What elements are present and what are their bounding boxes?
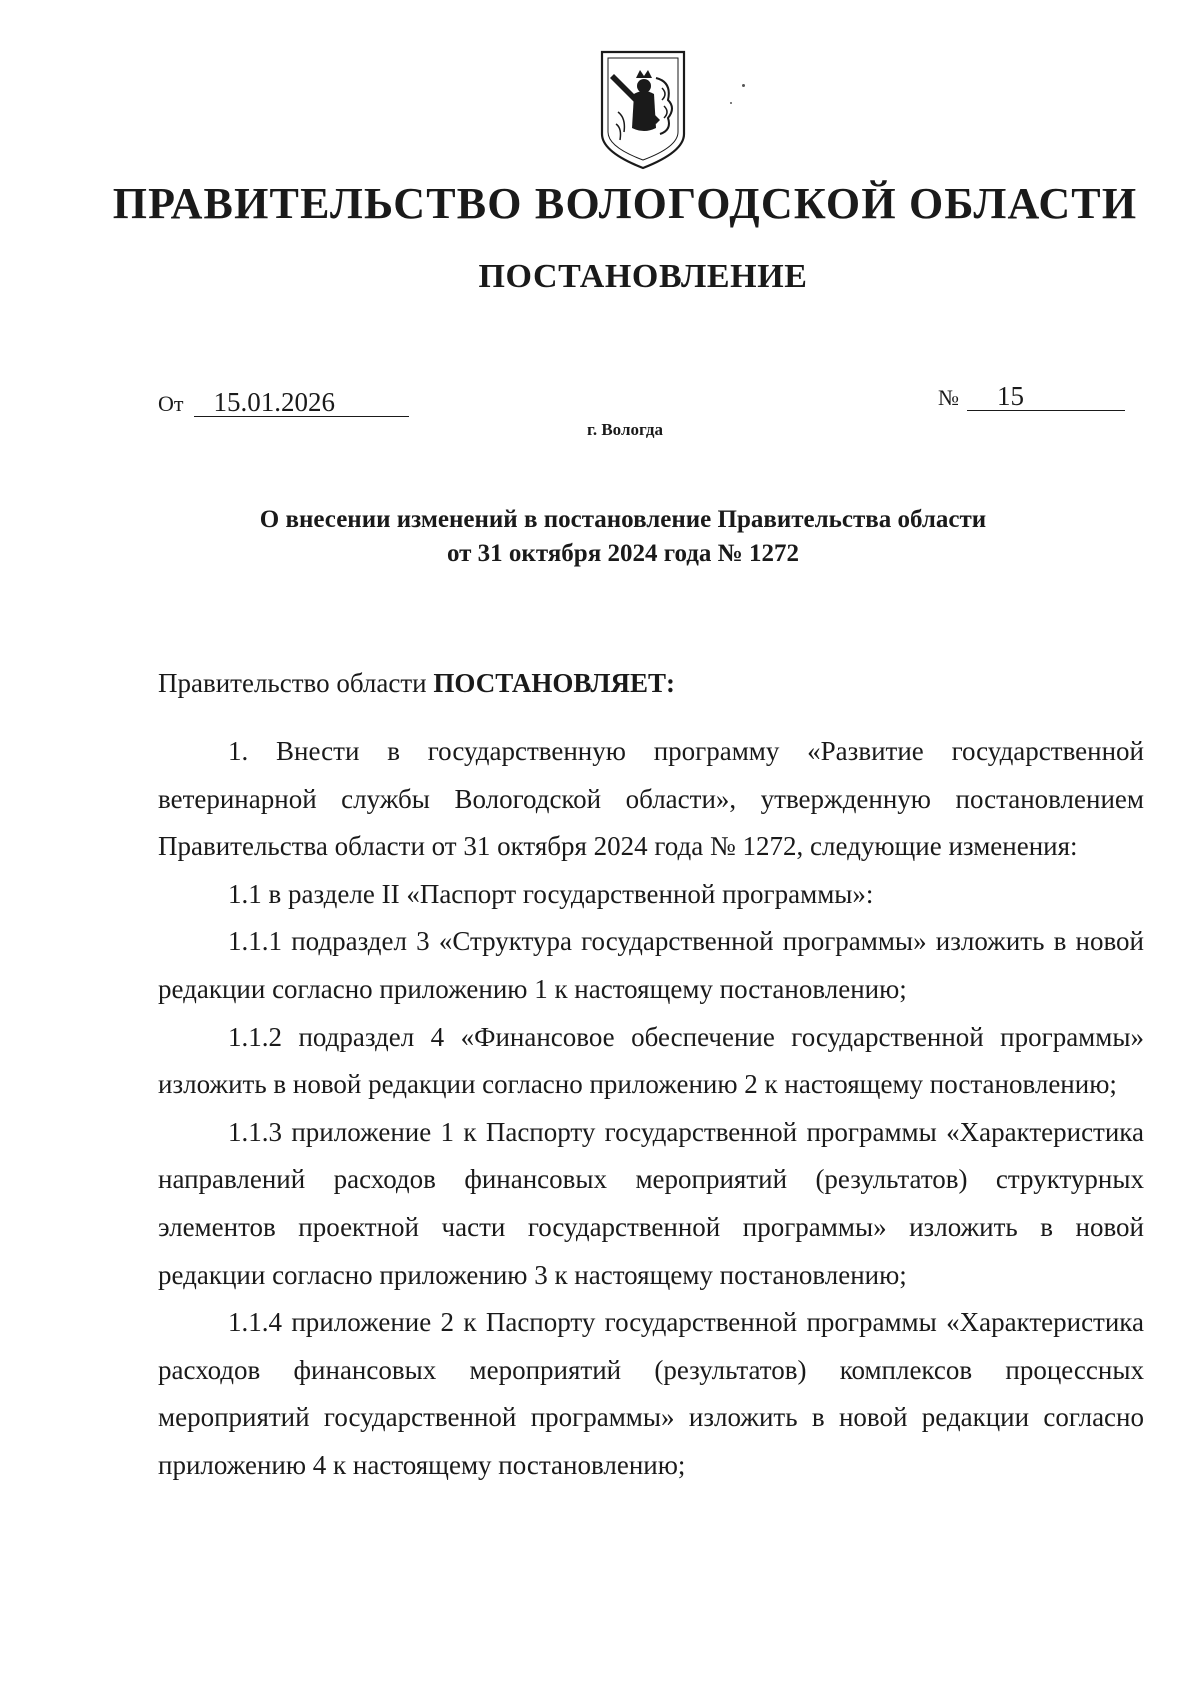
subject-line: от 31 октября 2024 года № 1272 (446, 540, 800, 567)
body-paragraph: 1.1.4 приложение 2 к Паспорту государственной программы «Характеристика расходов финансовых мероприятий (результатов) комплексов процессных мероприятий государственной программы» изложить в новой редакции согласно приложению 4 к настоящему постановлению; (158, 1307, 1144, 1480)
body-paragraph: 1.1.1 подраздел 3 «Структура государственной программы» изложить в новой редакции согласно приложению 1 к настоящему постановлению; (158, 926, 1144, 1004)
coat-of-arms-icon (598, 48, 688, 172)
number-field (938, 382, 1125, 411)
scan-speck (742, 84, 745, 87)
subject-line: О внесении изменений в постановление Правительства области (259, 506, 987, 533)
body-paragraph: 1. Внести в государственную программу «Развитие государственной ветеринарной службы Вологодской области», утвержденную постановлением Правительства области от 31 октября 2024 года № 1272, следующие изменения: (158, 736, 1144, 862)
number-label: № (938, 385, 959, 410)
date-value: 15.01.2026 (194, 388, 409, 417)
body-paragraph: 1.1.2 подраздел 4 «Финансовое обеспечение государственной программы» изложить в новой редакции согласно приложению 2 к настоящему постановлению; (158, 1021, 1144, 1100)
government-title: ПРАВИТЕЛЬСТВО ВОЛОГОДСКОЙ ОБЛАСТИ (112, 179, 1138, 228)
city-label: г. Вологда (587, 420, 663, 439)
body-paragraph: 1.1.3 приложение 1 к Паспорту государственной программы «Характеристика направлений расходов финансовых мероприятий (результатов) структурных элементов проектной части государственной программы» изложить в новой редакции согласно приложению 3 к настоящему постановлению; (158, 1116, 1144, 1290)
body-paragraph: 1.1 в разделе II «Паспорт государственной программы»: (228, 878, 874, 909)
date-field (158, 388, 409, 417)
preamble (158, 668, 675, 699)
preamble-emphasis: ПОСТАНОВЛЯЕТ: (433, 668, 675, 698)
document-type-title: ПОСТАНОВЛЕНИЕ (478, 258, 808, 295)
scan-speck (730, 102, 732, 104)
date-label: От (158, 391, 184, 416)
document-subject (0, 503, 1200, 571)
number-value: 15 (967, 382, 1125, 411)
document-body (158, 728, 1144, 1490)
preamble-text: Правительство области (158, 668, 434, 698)
